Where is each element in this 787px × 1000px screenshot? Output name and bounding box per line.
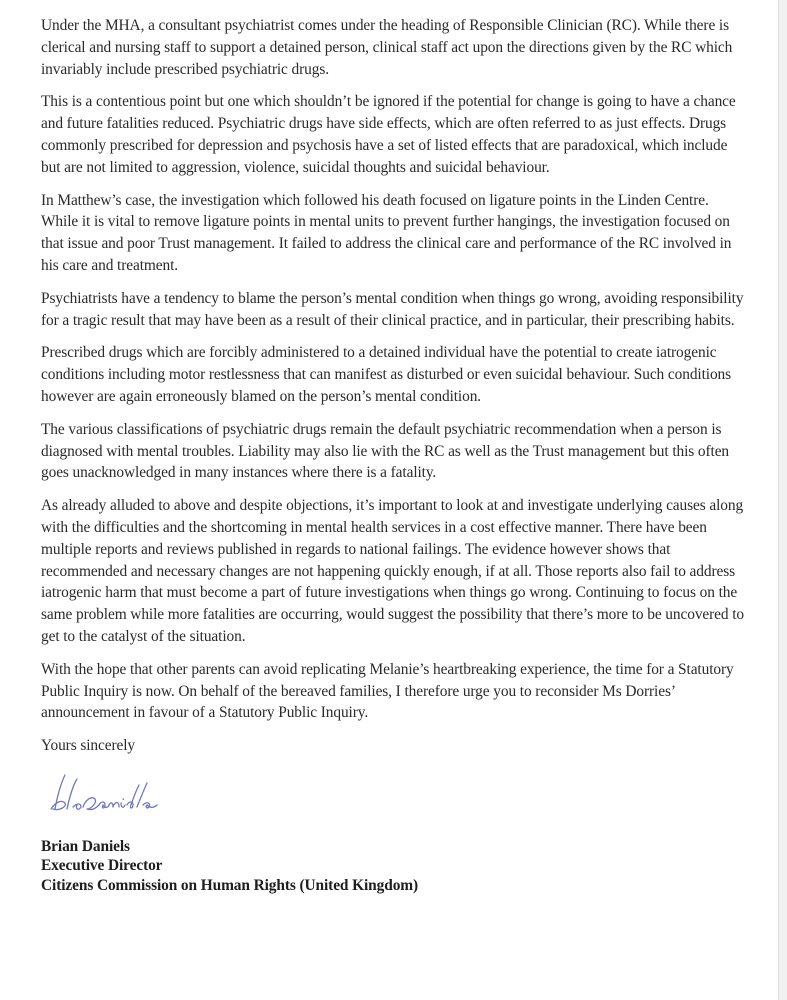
letter-body xyxy=(41,15,746,895)
paragraph-already-alluded: As already alluded to above and despite objections, it’s important to look at and investigate underlying causes along with the difficulties and the shortcoming in mental health services in a cost effective manner. There have been multiple reports and reviews published in regards to national failings. The evidence however shows that recommended and necessary changes are not happening quickly enough, if at all. Those reports also fail to address iatrogenic harm that must become a part of future investigations when things go wrong. Continuing to focus on the same problem while more fatalities are occurring, would suggest the possibility that there’s more to be uncovered to get to the catalyst of the situation. xyxy=(41,497,745,645)
paragraph-psychiatrists-blame: Psychiatrists have a tendency to blame the person’s mental condition when things go wrong, avoiding responsibility for a tragic result that may have been as a result of their clinical practice, and in particular, their prescribing habits. xyxy=(41,289,744,329)
signatory-name: Brian Daniels xyxy=(41,837,130,855)
paragraph-contentious-point: This is a contentious point but one which shouldn’t be ignored if the potential for change is going to have a chance and future fatalities reduced. Psychiatric drugs have side effects, which are often referred to as just effects. Drugs commonly prescribed for depression and psychosis have a set of listed effects that are paradoxical, which include but are not limited to aggression, violence, suicidal thoughts and suicidal behaviour. xyxy=(41,93,736,176)
signatory-title: Executive Director xyxy=(41,857,163,875)
closing-salutation: Yours sincerely xyxy=(41,737,135,755)
paragraph-public-inquiry: With the hope that other parents can avoid replicating Melanie’s heartbreaking experience, the time for a Statutory Public Inquiry is now. On behalf of the bereaved families, I therefore urge you to reconsider Ms Dorries’ announcement in favour of a Statutory Public Inquiry. xyxy=(41,660,734,722)
paragraph-matthews-case: In Matthew’s case, the investigation which followed his death focused on ligature points in the Linden Centre. While it is vital to remove ligature points in mental units to prevent further hangings, the investigation focused on that issue and poor Trust management. It failed to address the clinical care and performance of the RC involved in his care and treatment. xyxy=(41,191,732,274)
paragraph-responsible-clinician: Under the MHA, a consultant psychiatrist comes under the heading of Responsible Clinician (RC). While there is clerical and nursing staff to support a detained person, clinical staff act upon the directions given by the RC which invariably include prescribed psychiatric drugs. xyxy=(41,17,733,78)
paragraph-classifications: The various classifications of psychiatric drugs remain the default psychiatric recommendation when a person is diagnosed with mental troubles. Liability may also lie with the RC as well as the Trust management but this often goes unacknowledged in many instances where there is a fatality. xyxy=(41,420,730,482)
signature-block xyxy=(41,837,746,896)
handwritten-signature-icon xyxy=(43,769,183,817)
paragraph-prescribed-drugs: Prescribed drugs which are forcibly administered to a detained individual have the potential to create iatrogenic conditions including motor restlessness that can manifest as disturbed or even suicidal behaviour. Such conditions however are again erroneously blamed on the person’s mental condition. xyxy=(41,344,732,405)
signatory-organization: Citizens Commission on Human Rights (United Kingdom) xyxy=(41,876,419,894)
page-edge-divider xyxy=(778,0,787,1000)
